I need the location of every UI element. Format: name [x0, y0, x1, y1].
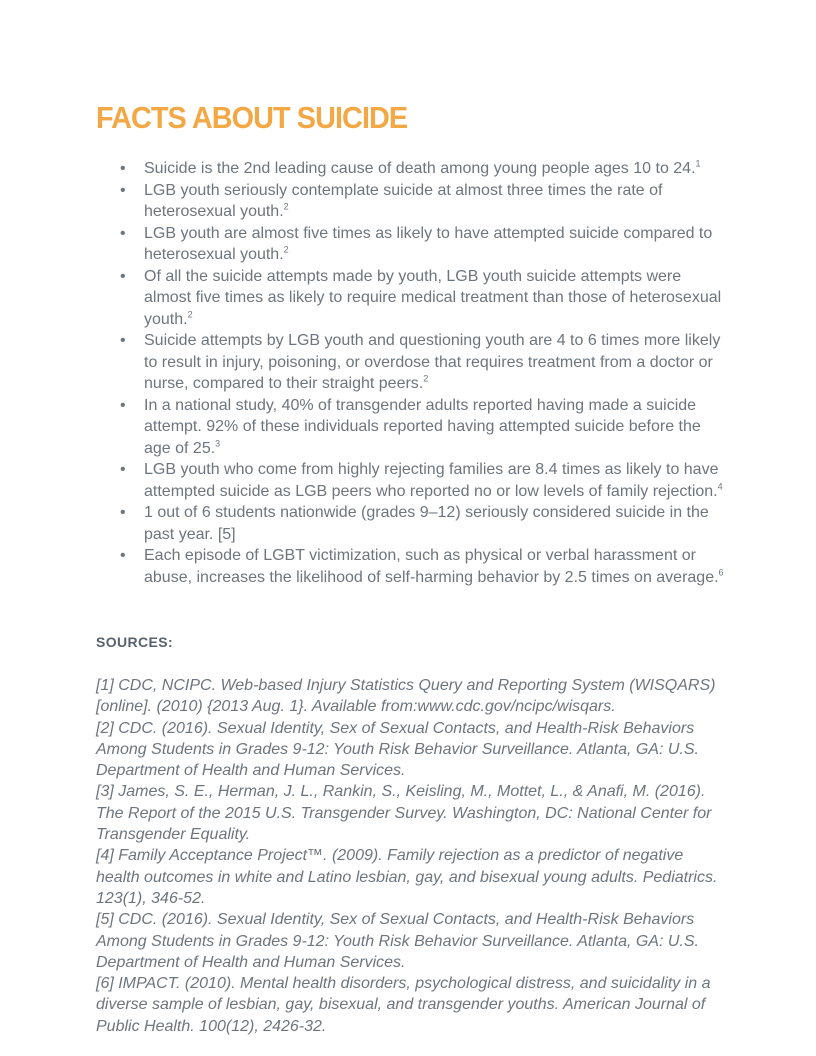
fact-text: Each episode of LGBT victimization, such as physical or verbal harassment or abuse, increases the likelihood of self-harming behavior by 2.5 times on average.: [144, 547, 719, 586]
fact-text: 1 out of 6 students nationwide (grades 9–12) seriously considered suicide in the past year. [5]: [144, 504, 709, 543]
footnote-marker: 4: [717, 481, 723, 492]
fact-text: Suicide is the 2nd leading cause of death among young people ages 10 to 24.: [144, 160, 696, 177]
fact-text: In a national study, 40% of transgender adults reported having made a suicide attempt. 92% of these individuals reported having attempted suicide before the age of 25.: [144, 396, 701, 457]
fact-item: [144, 502, 724, 545]
fact-item: [144, 395, 724, 460]
fact-item: [144, 180, 724, 223]
footnote-marker: 2: [283, 244, 289, 255]
footnote-marker: 6: [718, 567, 724, 578]
source-entry: [6] IMPACT. (2010). Mental health disorders, psychological distress, and suicidality in a diverse sample of lesbian, gay, bisexual, and transgender youths. American Journal of Public Health. 100(12), 2426-32.: [96, 975, 711, 1035]
fact-item: [144, 158, 724, 180]
fact-text: LGB youth are almost five times as likely to have attempted suicide compared to heterosexual youth.: [144, 224, 713, 263]
fact-item: [144, 459, 724, 502]
footnote-marker: 1: [695, 158, 701, 169]
fact-item: [144, 223, 724, 266]
fact-item: [144, 266, 724, 331]
facts-list: [96, 158, 724, 588]
fact-text: LGB youth seriously contemplate suicide at almost three times the rate of heterosexual youth.: [144, 181, 663, 220]
source-entry: [4] Family Acceptance Project™. (2009). Family rejection as a predictor of negative health outcomes in white and Latino lesbian, gay, and bisexual young adults. Pediatrics. 123(1), 346-52.: [96, 847, 718, 907]
sources-list: [96, 675, 722, 1037]
source-entry: [3] James, S. E., Herman, J. L., Rankin, S., Keisling, M., Mottet, L., & Anafi, M. (2016). The Report of the 2015 U.S. Transgender Survey. Washington, DC: National Center for Transgender Equality.: [96, 783, 712, 844]
source-entry: [5] CDC. (2016). Sexual Identity, Sex of Sexual Contacts, and Health-Risk Behaviors Among Students in Grades 9-12: Youth Risk Behavior Surveillance. Atlanta, GA: U.S. Department of Health and Human Services.: [96, 911, 699, 971]
page-title: FACTS ABOUT SUICIDE: [96, 100, 408, 135]
fact-text: Suicide attempts by LGB youth and questioning youth are 4 to 6 times more likely to result in injury, poisoning, or overdose that requires treatment from a doctor or nurse, compared to their straight peers.: [144, 332, 721, 392]
footnote-marker: 2: [187, 309, 193, 320]
footnote-marker: 2: [283, 201, 289, 212]
fact-item: [144, 545, 724, 588]
sources-heading: SOURCES:: [96, 634, 174, 650]
footnote-marker: 3: [215, 438, 221, 449]
fact-text: Of all the suicide attempts made by youth, LGB youth suicide attempts were almost five times as likely to require medical treatment than those of heterosexual youth.: [144, 267, 722, 328]
fact-item: [144, 330, 724, 395]
source-entry: [2] CDC. (2016). Sexual Identity, Sex of Sexual Contacts, and Health-Risk Behaviors Among Students in Grades 9-12: Youth Risk Behavior Surveillance. Atlanta, GA: U.S. Department of Health and Human Services.: [96, 719, 699, 780]
source-entry: [1] CDC, NCIPC. Web-based Injury Statistics Query and Reporting System (WISQARS) [online]. (2010) {2013 Aug. 1}. Available from:www.cdc.gov/ncipc/wisqars.: [96, 677, 716, 716]
fact-text: LGB youth who come from highly rejecting families are 8.4 times as likely to have attempted suicide as LGB peers who reported no or low levels of family rejection.: [144, 461, 719, 500]
footnote-marker: 2: [423, 373, 429, 384]
